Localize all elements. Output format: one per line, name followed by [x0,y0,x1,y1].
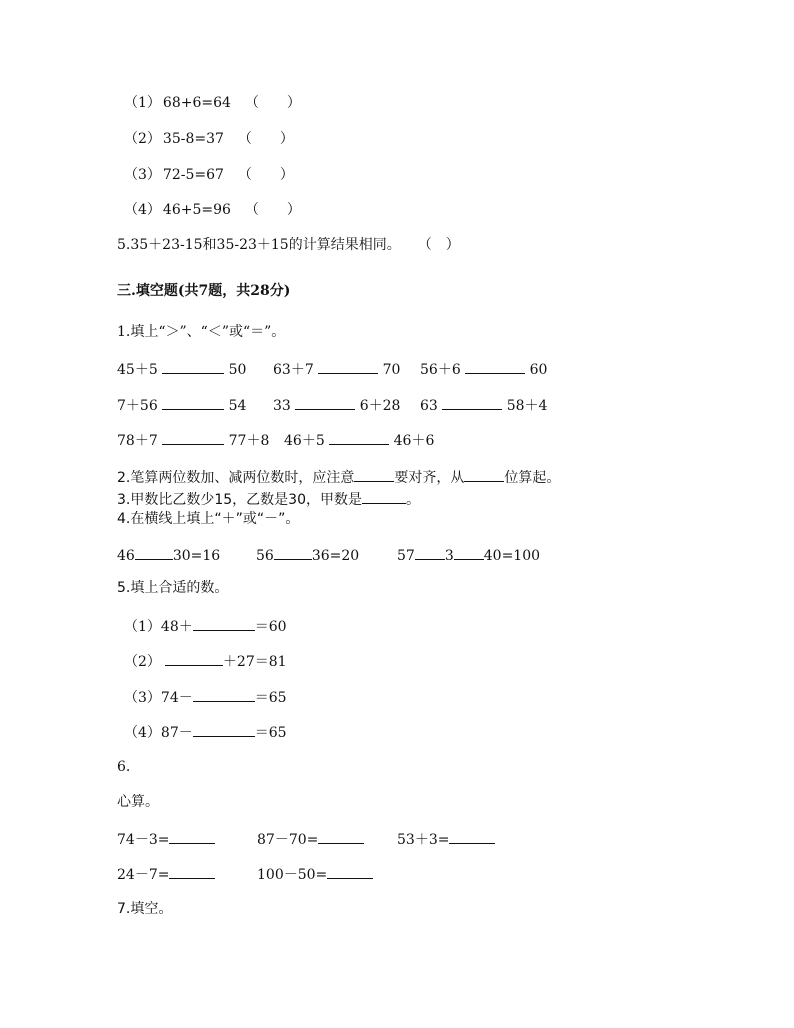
sign-item-3 [397,545,540,565]
answer-blank[interactable] [464,467,504,482]
item-number: （3） [124,167,161,183]
mental-item [117,829,215,849]
mental-item [117,864,215,884]
operand: 57 [397,548,415,564]
compare-row-1 [273,359,400,379]
compare-left: 63＋7 [273,362,314,378]
question-6-number: 6. [117,759,131,775]
answer-blank[interactable] [318,359,378,374]
question-5-title: 5.填上合适的数。 [117,580,229,596]
compare-right: 46＋6 [393,433,435,449]
expression: 100－50= [257,867,328,883]
answer-blank[interactable] [193,616,255,631]
compare-right: 6＋28 [359,398,401,414]
answer-blank[interactable] [449,829,495,844]
compare-row-1 [420,359,547,379]
compare-right: 77＋8 [228,433,270,449]
mental-item [257,864,373,884]
answer-blank[interactable] [362,489,406,504]
judge-item-4 [124,201,301,219]
item-suffix: ＝65 [254,690,287,706]
answer-paren: （ ） [244,202,301,218]
answer-blank[interactable] [169,829,215,844]
operand: 36=20 [311,548,360,564]
answer-blank[interactable] [415,545,445,560]
answer-blank[interactable] [465,359,525,374]
judge-question-5 [117,236,460,254]
compare-row-3 [284,430,434,450]
expression: 87－70= [257,832,319,848]
answer-blank[interactable] [135,545,173,560]
item-number: （3） [124,690,161,706]
answer-paren: （ ） [237,167,294,183]
item-prefix: 74－ [160,690,193,706]
fill-item-1 [124,616,287,636]
answer-blank[interactable] [193,722,255,737]
expression: 24－7= [117,867,170,883]
question-text: 2.笔算两位数加、减两位数时，应注意 [117,470,355,486]
fill-item-4 [124,722,287,742]
answer-blank[interactable] [169,864,215,879]
question-text: 位算起。 [504,470,561,486]
operand: 40=100 [483,548,541,564]
answer-blank[interactable] [318,829,364,844]
item-number: （1） [124,619,161,635]
mental-item [257,829,364,849]
answer-blank[interactable] [454,545,484,560]
item-number: （4） [124,202,161,218]
operand: 3 [444,548,454,564]
question-text: 3.甲数比乙数少15，乙数是30，甲数是 [117,492,362,508]
compare-left: 56＋6 [420,362,461,378]
item-expression: 68+6=64 [162,95,231,111]
question-7-title: 7.填空。 [117,901,173,917]
operand: 56 [256,548,274,564]
operand: 46 [117,548,135,564]
compare-right: 70 [382,362,401,378]
item-number: （2） [124,131,161,147]
sign-item-2 [256,545,359,565]
compare-row-3 [117,430,269,450]
compare-row-1 [117,359,246,379]
answer-blank[interactable] [162,395,224,410]
answer-blank[interactable] [162,430,224,445]
compare-right: 60 [529,362,548,378]
operand: 30=16 [172,548,221,564]
question-3 [117,489,420,509]
answer-blank[interactable] [162,359,224,374]
item-prefix: 87－ [160,725,193,741]
compare-right: 54 [228,398,247,414]
item-number: （1） [124,95,161,111]
fill-item-3 [124,687,287,707]
compare-left: 63 [420,398,438,414]
judge-item-2 [124,130,294,148]
question-4-title: 4.在横线上填上“＋”或“－”。 [117,511,300,527]
answer-paren: （ ） [424,237,460,253]
answer-blank[interactable] [295,395,355,410]
question-text: 。 [406,492,420,508]
answer-blank[interactable] [193,687,255,702]
compare-left: 33 [273,398,291,414]
judge-item-1 [124,94,301,112]
item-suffix: ＝60 [254,619,287,635]
mental-item [397,829,495,849]
question-1-title: 1.填上“＞”、“＜”或“＝”。 [117,324,286,340]
item-number: （2） [124,654,161,670]
item-suffix: ＋27＝81 [222,654,287,670]
compare-left: 78＋7 [117,433,158,449]
compare-left: 45＋5 [117,362,158,378]
question-2 [117,467,560,487]
answer-blank[interactable] [274,545,312,560]
compare-left: 46＋5 [284,433,325,449]
compare-row-2 [273,395,400,415]
answer-paren: （ ） [244,95,301,111]
question-6-title: 心算。 [117,794,159,810]
answer-paren: （ ） [237,131,294,147]
question-text: 要对齐，从 [394,470,465,486]
answer-blank[interactable] [354,467,394,482]
answer-blank[interactable] [165,651,223,666]
question-text: 5.35＋23-15和35-23＋15的计算结果相同。 [117,237,401,253]
compare-right: 58＋4 [506,398,548,414]
sign-item-1 [117,545,220,565]
compare-right: 50 [228,362,247,378]
item-prefix: 48＋ [160,619,193,635]
item-expression: 46+5=96 [162,202,231,218]
item-expression: 35-8=37 [162,131,224,147]
judge-item-3 [124,166,294,184]
compare-left: 7＋56 [117,398,158,414]
item-number: （4） [124,725,161,741]
expression: 53＋3= [397,832,450,848]
compare-row-2 [117,395,246,415]
answer-blank[interactable] [442,395,502,410]
compare-row-2 [420,395,547,415]
item-expression: 72-5=67 [162,167,224,183]
answer-blank[interactable] [329,430,389,445]
item-suffix: ＝65 [254,725,287,741]
expression: 74－3= [117,832,170,848]
fill-item-2 [124,651,287,671]
answer-blank[interactable] [327,864,373,879]
section-title: 三.填空题(共7题，共28分) [117,283,291,299]
